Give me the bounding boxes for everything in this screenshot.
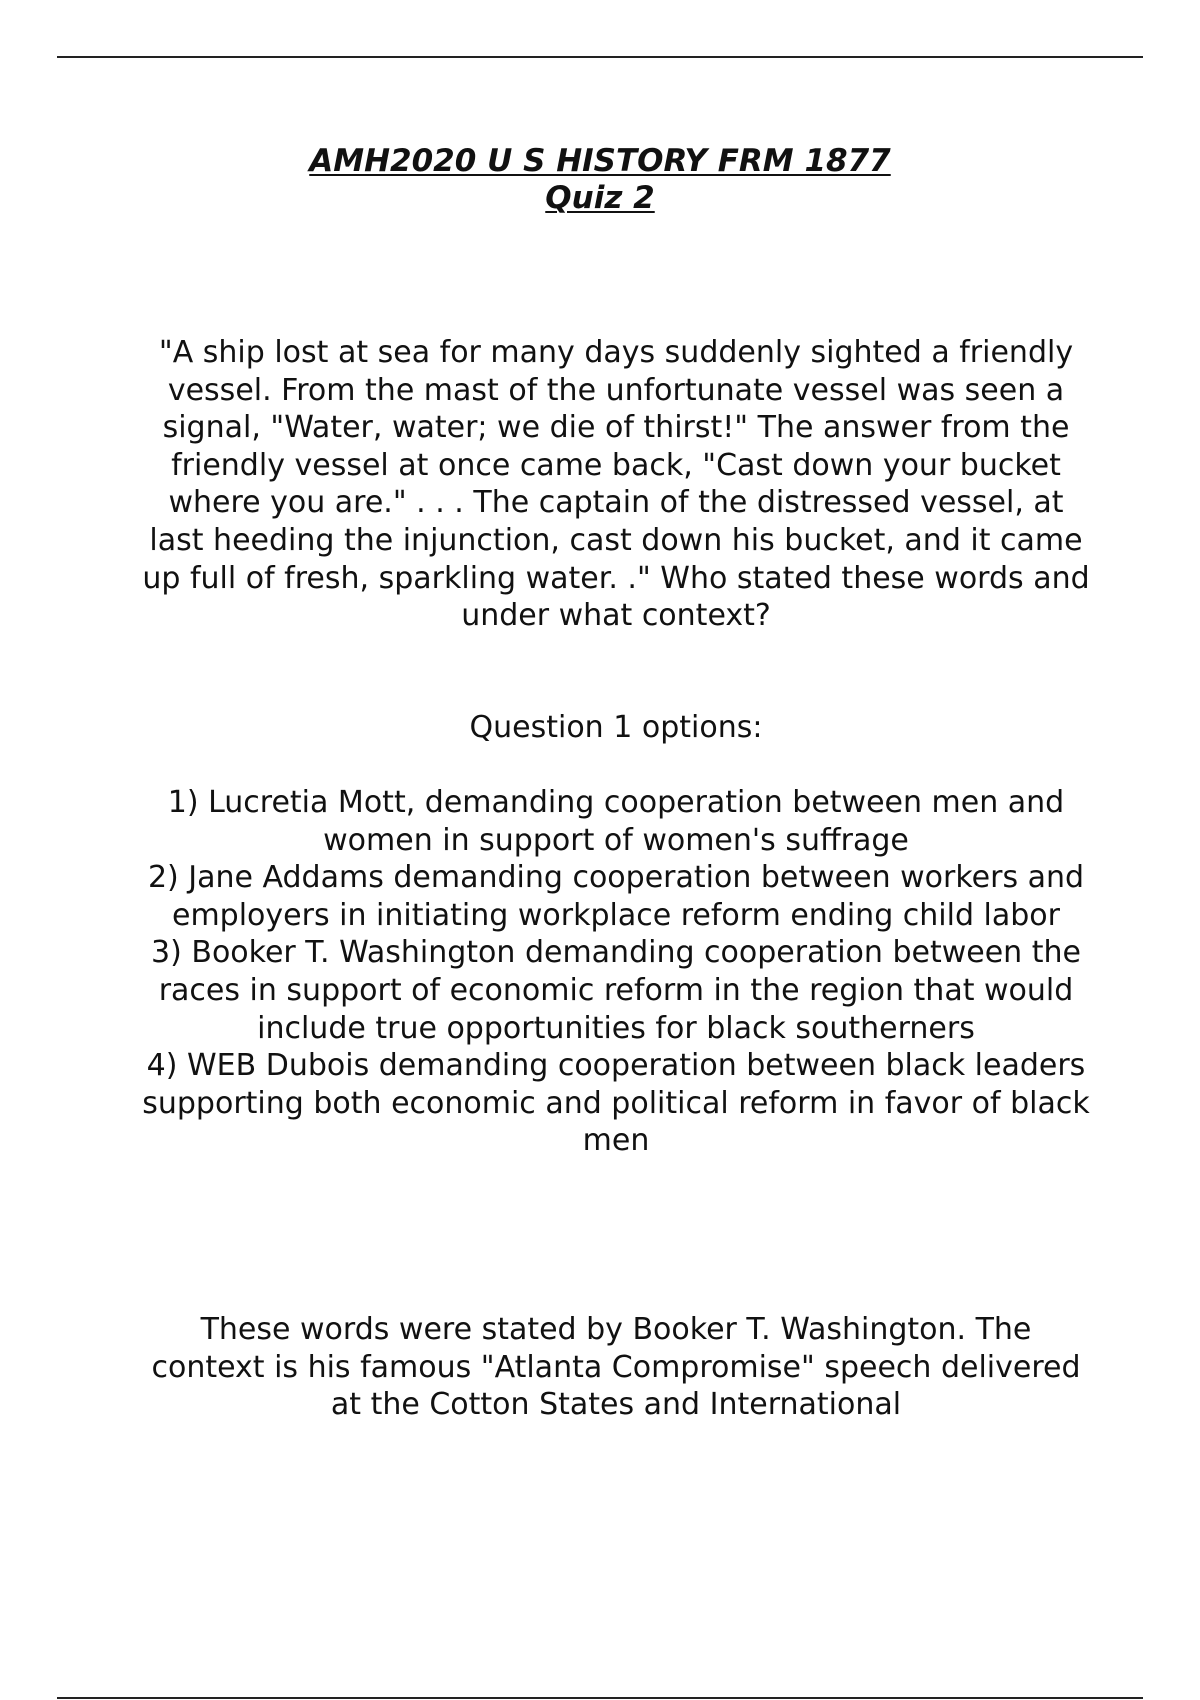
answer-text: These words were stated by Booker T. Washington. The context is his famous "Atlanta Compromise" speech delivered at the Cotton States and International <box>151 1312 1081 1423</box>
option-1: 1) Lucretia Mott, demanding cooperation between men and women in support of women's suffrage <box>167 785 1065 858</box>
course-title: AMH2020 U S HISTORY FRM 1877 <box>309 143 891 179</box>
option-3: 3) Booker T. Washington demanding cooperation between the races in support of economic reform in the region that would include true opportunities for black southerners <box>151 935 1081 1046</box>
options-label: Question 1 options: <box>469 710 763 745</box>
option-4: 4) WEB Dubois demanding cooperation between black leaders supporting both economic and political reform in favor of black men <box>142 1048 1090 1159</box>
options-list <box>140 784 1092 1160</box>
bottom-rule <box>57 1697 1143 1699</box>
quiz-title: Quiz 2 <box>545 180 655 216</box>
top-rule <box>57 56 1143 58</box>
option-2: 2) Jane Addams demanding cooperation between workers and employers in initiating workplace reform ending child labor <box>147 860 1085 933</box>
document-title <box>0 143 1200 217</box>
question-text: "A ship lost at sea for many days suddenly sighted a friendly vessel. From the mast of the unfortunate vessel was seen a signal, "Water, water; we die of thirst!" The answer from the friendly vessel at once came back, "Cast down your bucket where you are." . . . The captain of the distressed vessel, at last heeding the injunction, cast down his bucket, and it came up full of fresh, sparkling water. ." Who stated these words and under what context? <box>142 335 1090 634</box>
